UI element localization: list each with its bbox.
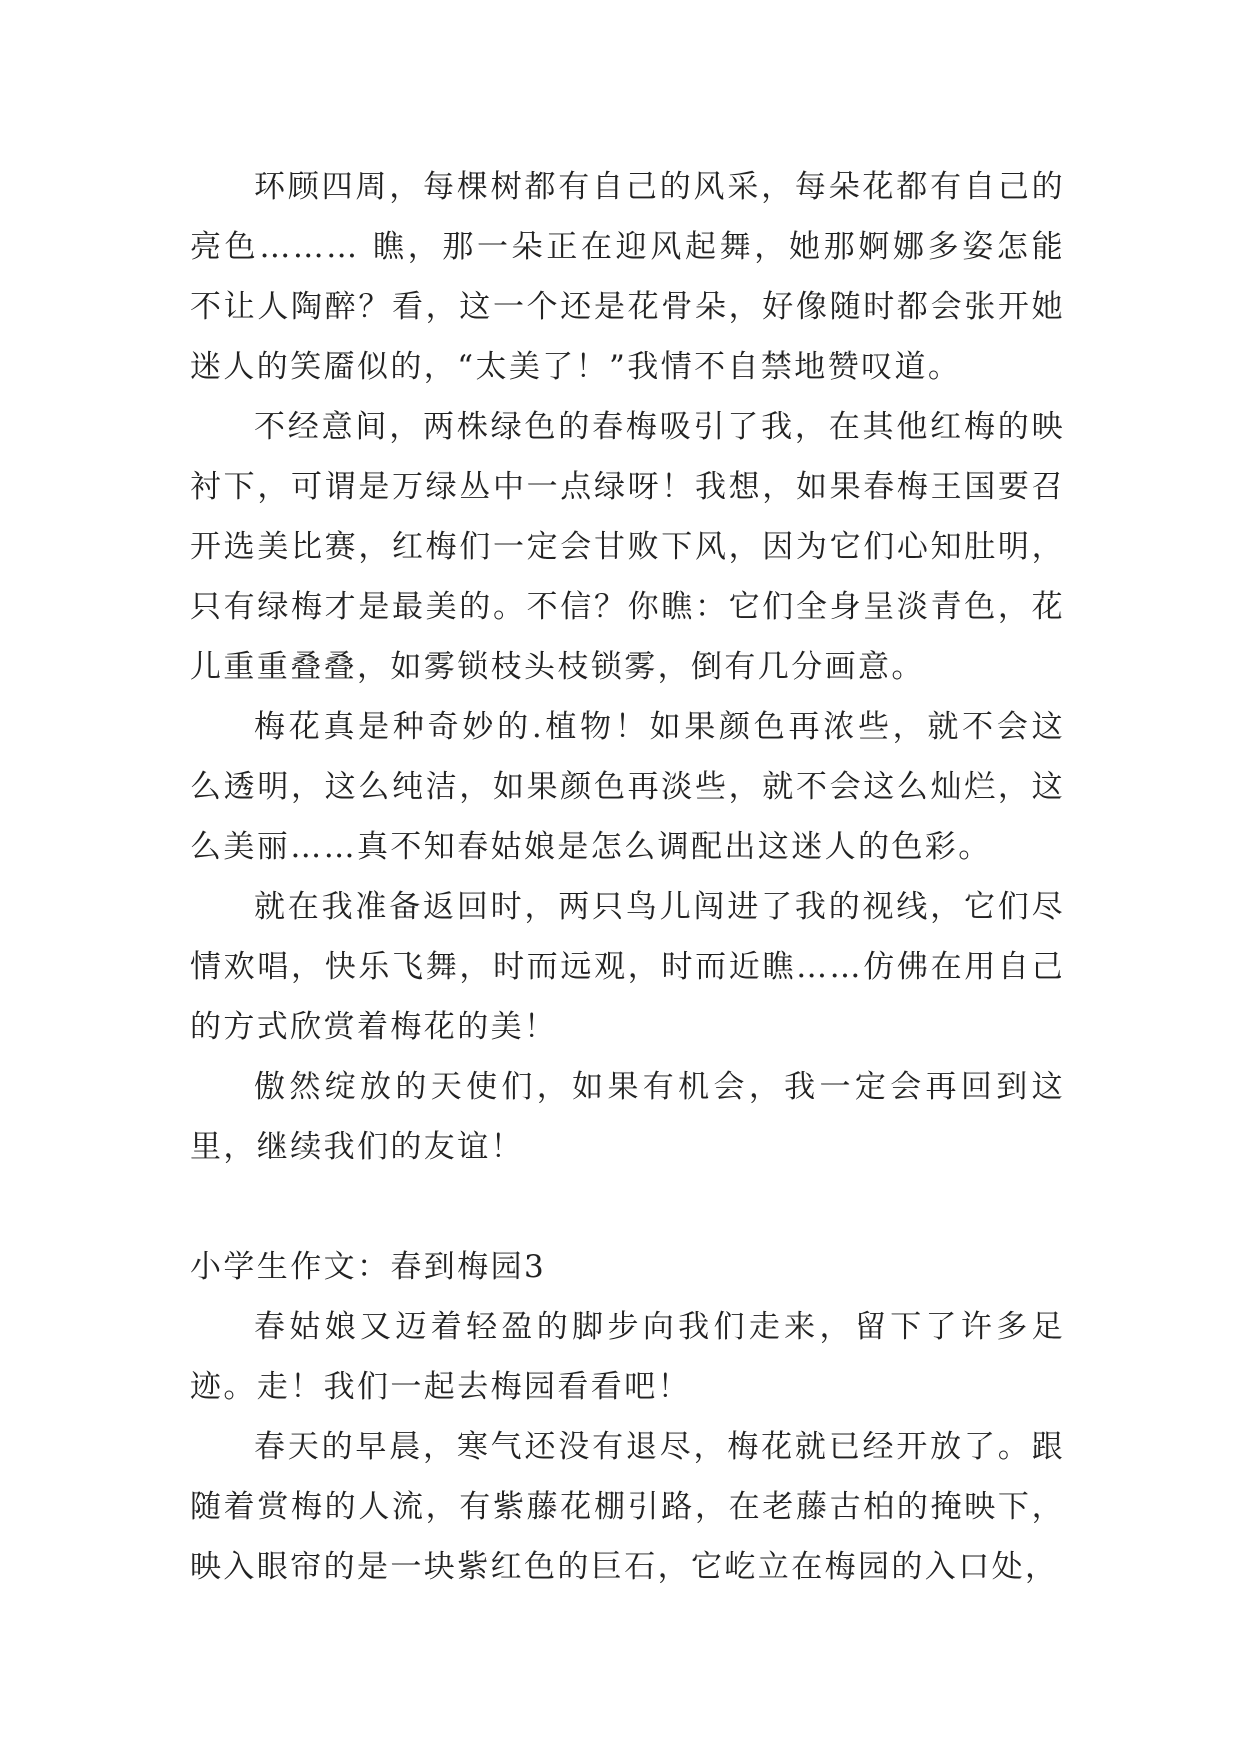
section-title: 小学生作文：春到梅园3 [190,1249,547,1285]
paragraph: 梅花真是种奇妙的.植物！如果颜色再浓些，就不会这么透明，这么纯洁，如果颜色再淡些，就不会这么灿烂，这么美丽……真不知春姑娘是怎么调配出这迷人的色彩。 [190,709,1065,865]
paragraph: 不经意间，两株绿色的春梅吸引了我，在其他红梅的映衬下，可谓是万绿丛中一点绿呀！我想，如果春梅王国要召开选美比赛，红梅们一定会甘败下风，因为它们心知肚明，只有绿梅才是最美的。不信？你瞧：它们全身呈淡青色，花儿重重叠叠，如雾锁枝头枝锁雾，倒有几分画意。 [190,409,1065,685]
paragraph: 春姑娘又迈着轻盈的脚步向我们走来，留下了许多足迹。走！我们一起去梅园看看吧！ [190,1309,1065,1405]
section-gap [190,1177,1065,1237]
paragraph: 春天的早晨，寒气还没有退尽，梅花就已经开放了。跟随着赏梅的人流，有紫藤花棚引路，在老藤古柏的掩映下，映入眼帘的是一块紫红色的巨石，它屹立在梅园的入口处， [190,1429,1065,1585]
paragraph: 就在我准备返回时，两只鸟儿闯进了我的视线，它们尽情欢唱，快乐飞舞，时而远观，时而近瞧……仿佛在用自己的方式欣赏着梅花的美！ [190,889,1065,1045]
paragraph: 傲然绽放的天使们，如果有机会，我一定会再回到这里，继续我们的友谊！ [190,1069,1065,1165]
document-body [190,157,1065,1597]
paragraph: 环顾四周，每棵树都有自己的风采，每朵花都有自己的亮色……… 瞧，那一朵正在迎风起舞，她那婀娜多姿怎能不让人陶醉？看，这一个还是花骨朵，好像随时都会张开她迷人的笑靥似的，“太美了！”我情不自禁地赞叹道。 [190,169,1065,385]
